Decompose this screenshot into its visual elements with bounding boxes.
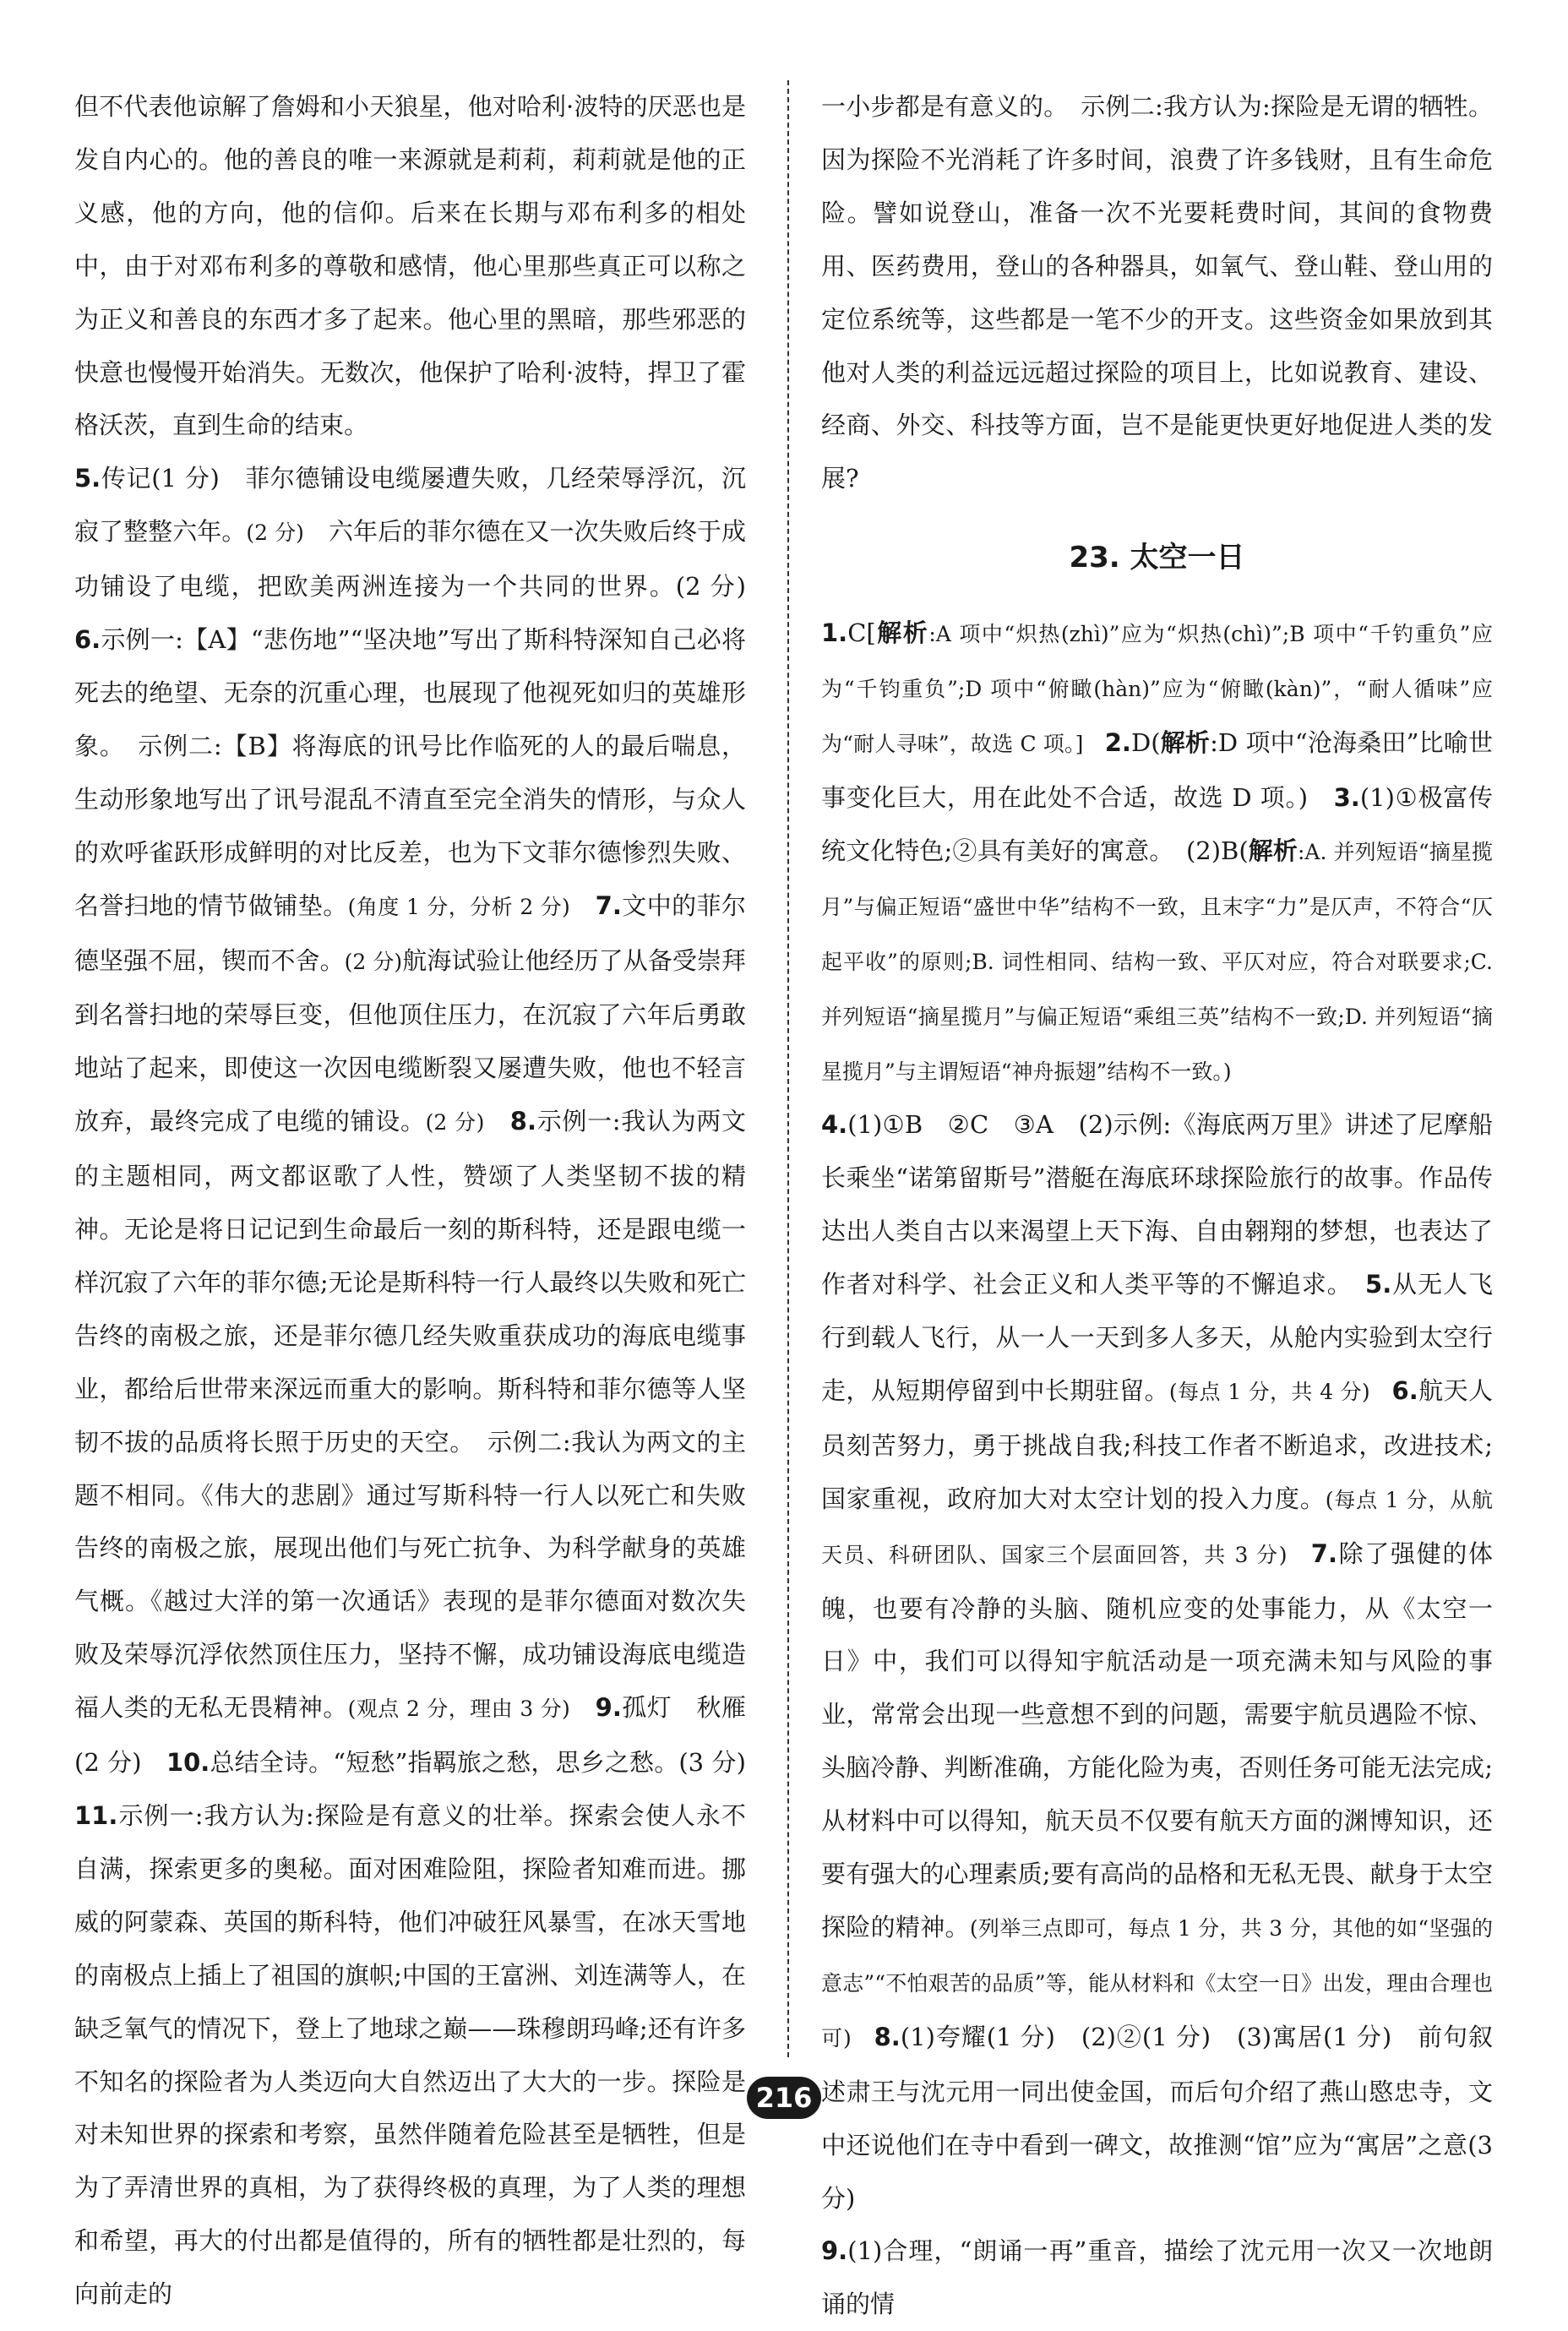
question-number-6: 6. — [1391, 1375, 1418, 1405]
answer-block-4-9: 4.(1)①B ②C ③A (2)示例:《海底两万里》讲述了尼摩船长乘坐“诺第留斯号”潜艇在海底环球探险旅行的故事。作品传达出人类自古以来渴望上天下海、自由翱翔的梦想，也表达了作者对科学、社会正义和人类平等的不懈追求。 5.从无人飞行到载人飞行，从一人一天到多人多天，从舱内实验到太空行走，从短期停留到中长期驻留。(每点 1 分，共 4 分) 6.航天人员刻苦努力，勇于挑战自我;科技工作者不断追求，改进技术;国家重视，政府加大对太空计划的投入力度。(每点 1 分，从航天员、科研团队、国家三个层面回答，共 3 分) 7.除了强健的体魄，也要有冷静的头脑、随机应变的处事能力，从《太空一日》中，我们可以得知宇航活动是一项充满未知与风险的事业，常常会出现一些意想不到的问题，需要宇航员遇险不惊、头脑冷静、判断准确，方能化险为夷，否则任务可能无法完成;从材料中可以得知，航天员不仅要有航天方面的渊博知识，还要有强大的心理素质;要有高尚的品格和无私无畏、献身于太空探险的精神。(列举三点即可，每点 1 分，共 3 分，其他的如“坚强的意志”“不怕艰苦的品质”等，能从材料和《太空一日》出发，理由合理也可) 8.(1)夸耀(1 分) (2)②(1 分) (3)寓居(1 分) 前句叙述肃王与沈元用一同出使金国，而后句介绍了燕山愍忠寺，文中还说他们在寺中看到一碑文，故推测“馆”应为“寓居”之意(3 分) — [821, 1110, 1493, 2213]
question-number-8: 8. — [509, 1107, 536, 1136]
question-number-11: 11. — [74, 1801, 118, 1830]
answer-paragraph-continued: 但不代表他谅解了詹姆和小天狼星，他对哈利·波特的厌恶也是发自内心的。他的善良的唯一来源就是莉莉，莉莉就是他的正义感，他的方向，他的信仰。后来在长期与邓布利多的相处中，由于对邓布利多的尊敬和感情，他心里那些真正可以称之为正义和善良的东西才多了起来。他心里的黑暗，那些邪恶的快意也慢慢开始消失。无数次，他保护了哈利·波特，捍卫了霍格沃茨，直到生命的结束。 — [74, 92, 746, 440]
question-number-5: 5. — [74, 464, 101, 493]
question-number-9: 9. — [595, 1693, 622, 1723]
question-number-4: 4. — [821, 1110, 848, 1140]
answer-block-1-3: 1.C[解析:A 项中“炽热(zhì)”应为“炽热(chì)”;B 项中“千钓重负”应为“千钧重负”;D 项中“俯瞰(hàn)”应为“俯瞰(kàn)”，“耐人循味”应为“耐人寻味”，故选 C 项。] 2.D(解析:D 项中“沧海桑田”比喻世事变化巨大，用在此处不合适，故选 D 项。) 3.(1)①极富传统文化特色;②具有美好的寓意。 (2)B(解析:A. 并列短语“摘星揽月”与偏正短语“盛世中华”结构不一致，且末字“力”是仄声，不符合“仄起平收”的原则;B. 词性相同、结构一致、平仄对应，符合对联要求;C. 并列短语“摘星揽月”与偏正短语“乘组三英”结构不一致;D. 并列短语“摘星揽月”与主谓短语“神舟振翅”结构不一致。) — [821, 618, 1493, 1084]
question-number-5: 5. — [1365, 1270, 1392, 1299]
section-title: 23. 太空一日 — [1069, 541, 1245, 575]
right-column — [821, 80, 1493, 2331]
question-number-7: 7. — [595, 890, 622, 920]
question-number-7: 7. — [1310, 1539, 1337, 1568]
question-number-10: 10. — [166, 1748, 210, 1778]
question-number-6: 6. — [74, 625, 101, 655]
question-number-8: 8. — [874, 2022, 901, 2051]
question-number-2: 2. — [1104, 728, 1131, 758]
answer-paragraph-5-11: 5.传记(1 分) 菲尔德铺设电缆屡遭失败，几经荣辱浮沉，沉寂了整整六年。(2 分) 六年后的菲尔德在又一次失败后终于成功铺设了电缆，把欧美两洲连接为一个共同的世界。(2 分) 6.示例一:【A】“悲伤地”“坚决地”写出了斯科特深知自己必将死去的绝望、无奈的沉重心理，也展现了他视死如归的英雄形象。 示例二:【B】将海底的讯号比作临死的人的最后喘息，生动形象地写出了讯号混乱不清直至完全消失的情形，与众人的欢呼雀跃形成鲜明的对比反差，也为下文菲尔德惨烈失败、名誉扫地的情节做铺垫。(角度 1 分，分析 2 分) 7.文中的菲尔德坚强不屈，锲而不舍。(2 分)航海试验让他经历了从备受崇拜到名誉扫地的荣辱巨变，但他顶住压力，在沉寂了六年后勇敢地站了起来，即使这一次因电缆断裂又屡遭失败，他也不轻言放弃，最终完成了电缆的铺设。(2 分) 8.示例一:我认为两文的主题相同，两文都讴歌了人性，赞颂了人类坚韧不拔的精神。无论是将日记记到生命最后一刻的斯科特，还是跟电缆一样沉寂了六年的菲尔德;无论是斯科特一行人最终以失败和死亡告终的南极之旅，还是菲尔德几经失败重获成功的海底电缆事业，都给后世带来深远而重大的影响。斯科特和菲尔德等人坚韧不拔的品质将长照于历史的天空。 示例二:我认为两文的主题不相同。《伟大的悲剧》通过写斯科特一行人以死亡和失败告终的南极之旅，展现出他们与死亡抗争、为科学献身的英雄气概。《越过大洋的第一次通话》表现的是菲尔德面对数次失败及荣辱沉浮依然顶住压力，坚持不懈，成功铺设海底电缆造福人类的无私无畏精神。(观点 2 分，理由 3 分) 9.孤灯 秋雁(2 分) 10.总结全诗。“短愁”指羁旅之愁，思乡之愁。(3 分) 11.示例一:我方认为:探险是有意义的壮举。探索会使人永不自满，探索更多的奥秘。面对困难险阻，探险者知难而进。挪威的阿蒙森、英国的斯科特，他们冲破狂风暴雪，在冰天雪地的南极点上插上了祖国的旗帜;中国的王富洲、刘连满等人，在缺乏氧气的情况下，登上了地球之巅——珠穆朗玛峰;还有许多不知名的探险者为人类迈向大自然迈出了大大的一步。探险是对未知世界的探索和考察，虽然伴随着危险甚至是牺牲，但是为了弄清世界的真相，为了获得终极的真理，为了人类的理想和希望，再大的付出都是值得的，所有的牺牲都是壮烈的，每向前走的 — [74, 464, 771, 2309]
question-number-9: 9. — [821, 2236, 848, 2266]
question-number-3: 3. — [1333, 782, 1360, 812]
left-column — [74, 80, 771, 2321]
page-number: 216 — [747, 2077, 821, 2119]
question-number-1: 1. — [821, 618, 848, 648]
answer-paragraph-11-continued: 一小步都是有意义的。 示例二:我方认为:探险是无谓的牺牲。因为探险不光消耗了许多时间，浪费了许多钱财，且有生命危险。譬如说登山，准备一次不光要耗费时间，其间的食物费用、医药费用，登山的各种器具，如氧气、登山鞋、登山用的定位系统等，这些都是一笔不少的开支。这些资金如果放到其他对人类的利益远远超过探险的项目上，比如说教育、建设、经商、外交、科技等方面，岂不是能更快更好地促进人类的发展? — [821, 92, 1493, 493]
answer-block-9: 9.(1)合理，“朗诵一再”重音，描绘了沈元用一次又一次地朗诵的情 — [821, 2236, 1493, 2319]
column-divider — [787, 80, 789, 2057]
